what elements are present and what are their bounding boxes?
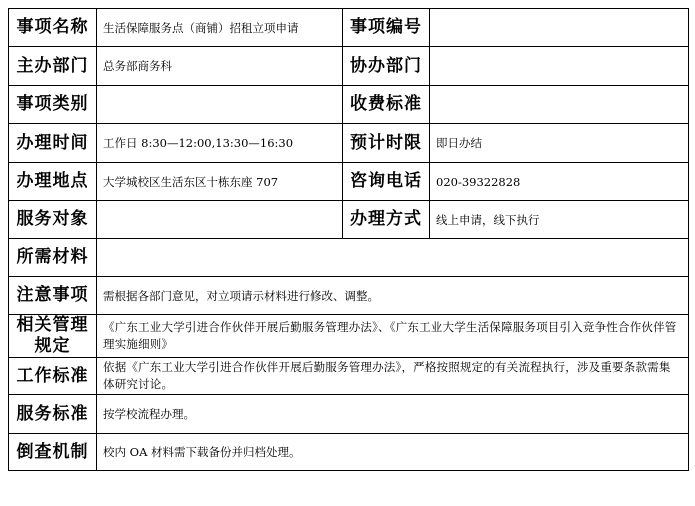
form-row-location — [9, 163, 689, 201]
form-row-item-name — [9, 9, 689, 47]
form-row-audit — [9, 434, 689, 471]
handling-method-value: 线上申请，线下执行 — [430, 201, 689, 239]
regulations-label-line1: 相关管理 — [16, 315, 89, 335]
fee-standard-value — [430, 86, 689, 124]
work-standard-label: 工作标准 — [9, 358, 97, 395]
service-item-form — [8, 8, 689, 471]
service-target-value — [97, 201, 343, 239]
form-row-materials — [9, 239, 689, 277]
phone-label: 咨询电话 — [343, 163, 430, 201]
phone-value: 020-39322828 — [430, 163, 689, 201]
item-number-value — [430, 9, 689, 47]
time-limit-label: 预计时限 — [343, 124, 430, 163]
audit-mechanism-label: 倒查机制 — [9, 434, 97, 471]
assisting-department-label: 协办部门 — [343, 47, 430, 86]
audit-mechanism-value: 校内 OA 材料需下载备份并归档处理。 — [97, 434, 689, 471]
regulations-label — [9, 315, 97, 358]
form-row-time — [9, 124, 689, 163]
form-row-department — [9, 47, 689, 86]
form-row-category — [9, 86, 689, 124]
host-department-label: 主办部门 — [9, 47, 97, 86]
regulations-value: 《广东工业大学引进合作伙伴开展后勤服务管理办法》、《广东工业大学生活保障服务项目引入竞争性合作伙伴管理实施细则》 — [97, 315, 689, 358]
regulations-label-line2: 规定 — [34, 336, 71, 356]
notes-value: 需根据各部门意见，对立项请示材料进行修改、调整。 — [97, 277, 689, 315]
form-row-notes — [9, 277, 689, 315]
item-name-label: 事项名称 — [9, 9, 97, 47]
item-category-value — [97, 86, 343, 124]
host-department-value: 总务部商务科 — [97, 47, 343, 86]
form-row-service-target — [9, 201, 689, 239]
materials-label: 所需材料 — [9, 239, 97, 277]
location-label: 办理地点 — [9, 163, 97, 201]
notes-label: 注意事项 — [9, 277, 97, 315]
item-name-value: 生活保障服务点（商铺）招租立项申请 — [97, 9, 343, 47]
office-hours-value: 工作日 8:30—12:00,13:30—16:30 — [97, 124, 343, 163]
handling-method-label: 办理方式 — [343, 201, 430, 239]
item-category-label: 事项类别 — [9, 86, 97, 124]
form-row-service-standard — [9, 395, 689, 434]
service-standard-label: 服务标准 — [9, 395, 97, 434]
office-hours-label: 办理时间 — [9, 124, 97, 163]
assisting-department-value — [430, 47, 689, 86]
form-row-work-standard — [9, 358, 689, 395]
form-row-regulations — [9, 315, 689, 358]
service-target-label: 服务对象 — [9, 201, 97, 239]
work-standard-value: 依据《广东工业大学引进合作伙伴开展后勤服务管理办法》，严格按照规定的有关流程执行，涉及重要条款需集体研究讨论。 — [97, 358, 689, 395]
location-value: 大学城校区生活东区十栋东座 707 — [97, 163, 343, 201]
fee-standard-label: 收费标准 — [343, 86, 430, 124]
service-standard-value: 按学校流程办理。 — [97, 395, 689, 434]
item-number-label: 事项编号 — [343, 9, 430, 47]
materials-value — [97, 239, 689, 277]
time-limit-value: 即日办结 — [430, 124, 689, 163]
